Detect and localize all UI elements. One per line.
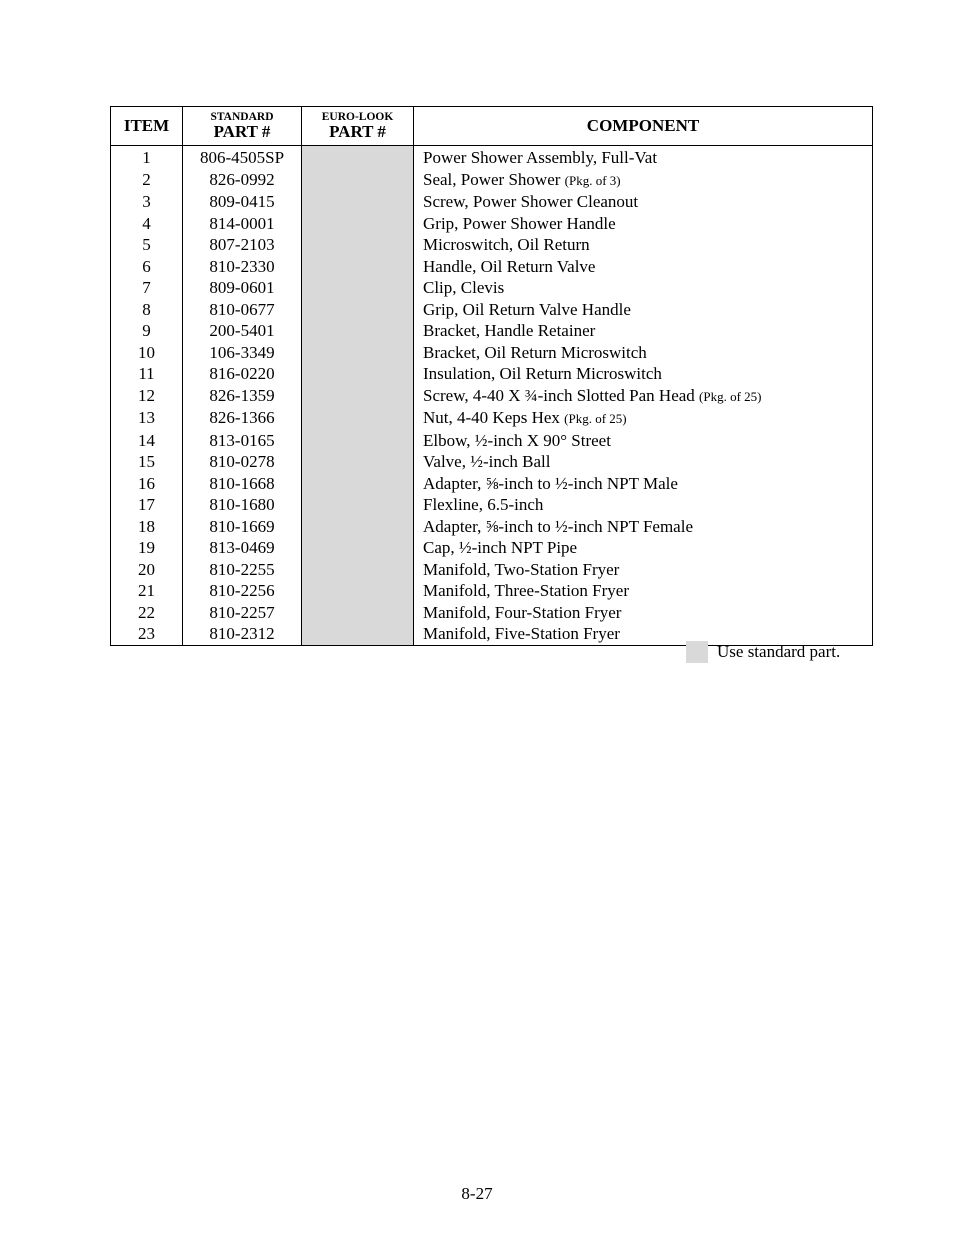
table-row (111, 169, 873, 192)
euro-look-part-cell (302, 451, 414, 473)
header-euro-look-label: EURO-LOOK (321, 111, 394, 123)
euro-look-part-cell (302, 191, 414, 213)
component-name: Manifold, Four-Station Fryer (423, 602, 622, 622)
table-row (111, 451, 873, 473)
euro-look-part-cell (302, 516, 414, 538)
item-number-cell: 3 (111, 191, 183, 213)
component-cell (414, 580, 873, 602)
euro-look-part-cell (302, 559, 414, 581)
standard-part-cell: 810-1680 (183, 494, 302, 516)
component-cell (414, 602, 873, 624)
header-euro-look-part (302, 107, 414, 146)
item-number-cell: 15 (111, 451, 183, 473)
component-name: Manifold, Three-Station Fryer (423, 581, 630, 600)
euro-look-part-cell (302, 363, 414, 385)
table-row (111, 342, 873, 364)
table-row (111, 407, 873, 430)
standard-part-cell: 826-1366 (183, 407, 302, 430)
component-cell (414, 494, 873, 516)
component-cell (414, 256, 873, 278)
item-number-cell: 13 (111, 407, 183, 430)
component-name: Adapter, ⅝-inch to ½-inch NPT Male (423, 473, 678, 493)
item-number-cell: 22 (111, 602, 183, 624)
standard-part-cell: 810-2256 (183, 580, 302, 602)
table-row (111, 299, 873, 321)
component-name: Nut, 4-40 Keps Hex (423, 408, 560, 427)
component-name: Valve, ½-inch Ball (423, 452, 551, 471)
euro-look-part-cell (302, 473, 414, 495)
euro-look-part-cell (302, 407, 414, 430)
table-row (111, 385, 873, 408)
component-name: Handle, Oil Return Valve (423, 256, 596, 276)
euro-look-part-cell (302, 537, 414, 559)
table-row (111, 580, 873, 602)
item-number-cell: 20 (111, 559, 183, 581)
euro-look-part-cell (302, 169, 414, 192)
euro-look-part-cell (302, 299, 414, 321)
item-number-cell: 21 (111, 580, 183, 602)
item-number-cell: 9 (111, 320, 183, 342)
component-cell (414, 342, 873, 364)
package-quantity: (Pkg. of 25) (564, 411, 627, 426)
item-number-cell: 14 (111, 430, 183, 452)
table-row (111, 363, 873, 385)
euro-look-part-cell (302, 256, 414, 278)
page-number: 8-27 (461, 1184, 493, 1203)
component-name: Manifold, Five-Station Fryer (423, 624, 620, 643)
component-name: Screw, 4-40 X ¾-inch Slotted Pan Head (423, 385, 695, 405)
item-number-cell: 10 (111, 342, 183, 364)
standard-part-cell: 810-2312 (183, 623, 302, 645)
standard-part-cell: 806-4505SP (183, 146, 302, 169)
item-number-cell: 5 (111, 234, 183, 256)
item-number-cell: 16 (111, 473, 183, 495)
component-name: Elbow, ½-inch X 90° Street (423, 430, 611, 450)
standard-part-cell: 809-0415 (183, 191, 302, 213)
component-cell (414, 213, 873, 235)
euro-look-part-cell (302, 277, 414, 299)
standard-part-cell: 826-1359 (183, 385, 302, 408)
component-cell (414, 516, 873, 538)
table-row (111, 559, 873, 581)
header-item: ITEM (111, 107, 183, 146)
table-row (111, 537, 873, 559)
euro-look-part-cell (302, 320, 414, 342)
table-header-row (111, 107, 873, 146)
table-row (111, 191, 873, 213)
component-name: Power Shower Assembly, Full-Vat (423, 148, 658, 167)
euro-look-part-cell (302, 602, 414, 624)
component-cell (414, 146, 873, 169)
component-cell (414, 451, 873, 473)
standard-part-cell: 810-2255 (183, 559, 302, 581)
item-number-cell: 7 (111, 277, 183, 299)
legend-text: Use standard part. (717, 642, 841, 661)
parts-table (110, 106, 873, 646)
euro-look-part-cell (302, 494, 414, 516)
legend-swatch (686, 641, 708, 663)
component-name: Bracket, Oil Return Microswitch (423, 342, 647, 362)
component-name: Microswitch, Oil Return (423, 235, 590, 254)
euro-look-part-cell (302, 623, 414, 645)
component-cell (414, 299, 873, 321)
standard-part-cell: 810-2330 (183, 256, 302, 278)
component-cell (414, 430, 873, 452)
header-standard-part-label: PART # (213, 122, 271, 141)
component-name: Screw, Power Shower Cleanout (423, 192, 639, 211)
item-number-cell: 2 (111, 169, 183, 192)
table-row (111, 213, 873, 235)
header-euro-part-label: PART # (329, 122, 386, 141)
standard-part-cell: 826-0992 (183, 169, 302, 192)
component-name: Manifold, Two-Station Fryer (423, 559, 620, 579)
euro-look-part-cell (302, 213, 414, 235)
table-row (111, 602, 873, 624)
component-name: Bracket, Handle Retainer (423, 321, 596, 340)
item-number-cell: 12 (111, 385, 183, 408)
component-cell (414, 191, 873, 213)
package-quantity: (Pkg. of 3) (564, 172, 621, 188)
standard-part-cell: 816-0220 (183, 363, 302, 385)
standard-part-cell: 810-0278 (183, 451, 302, 473)
component-name: Clip, Clevis (423, 278, 505, 297)
item-number-cell: 17 (111, 494, 183, 516)
table-row (111, 256, 873, 278)
item-number-cell: 1 (111, 146, 183, 169)
item-number-cell: 18 (111, 516, 183, 538)
standard-part-cell: 810-2257 (183, 602, 302, 624)
item-number-cell: 6 (111, 256, 183, 278)
standard-part-cell: 813-0469 (183, 537, 302, 559)
component-name: Insulation, Oil Return Microswitch (423, 364, 662, 383)
component-name: Grip, Oil Return Valve Handle (423, 299, 631, 319)
standard-part-cell: 200-5401 (183, 320, 302, 342)
standard-part-cell: 810-1668 (183, 473, 302, 495)
component-name: Seal, Power Shower (423, 169, 561, 189)
euro-look-part-cell (302, 146, 414, 169)
standard-part-cell: 106-3349 (183, 342, 302, 364)
component-cell (414, 407, 873, 430)
component-cell (414, 277, 873, 299)
component-cell (414, 559, 873, 581)
component-cell (414, 169, 873, 192)
component-cell (414, 537, 873, 559)
component-cell (414, 473, 873, 495)
table-row (111, 277, 873, 299)
item-number-cell: 4 (111, 213, 183, 235)
component-cell (414, 234, 873, 256)
header-standard-label: STANDARD (210, 111, 274, 123)
item-number-cell: 11 (111, 363, 183, 385)
table-row (111, 146, 873, 169)
table-row (111, 234, 873, 256)
euro-look-part-cell (302, 385, 414, 408)
item-number-cell: 8 (111, 299, 183, 321)
euro-look-part-cell (302, 234, 414, 256)
header-standard-part (183, 107, 302, 146)
table-row (111, 430, 873, 452)
header-component: COMPONENT (414, 107, 873, 146)
item-number-cell: 23 (111, 623, 183, 645)
table-row (111, 516, 873, 538)
standard-part-cell: 813-0165 (183, 430, 302, 452)
package-quantity: (Pkg. of 25) (699, 388, 762, 404)
table-row (111, 320, 873, 342)
standard-part-cell: 814-0001 (183, 213, 302, 235)
standard-part-cell: 809-0601 (183, 277, 302, 299)
component-name: Flexline, 6.5-inch (423, 495, 544, 514)
component-cell (414, 363, 873, 385)
euro-look-part-cell (302, 580, 414, 602)
table-row (111, 494, 873, 516)
component-name: Adapter, ⅝-inch to ½-inch NPT Female (423, 516, 693, 536)
euro-look-part-cell (302, 430, 414, 452)
standard-part-cell: 810-0677 (183, 299, 302, 321)
component-cell (414, 320, 873, 342)
standard-part-cell: 810-1669 (183, 516, 302, 538)
component-name: Grip, Power Shower Handle (423, 213, 616, 233)
table-row (111, 473, 873, 495)
standard-part-cell: 807-2103 (183, 234, 302, 256)
euro-look-part-cell (302, 342, 414, 364)
component-cell (414, 385, 873, 408)
item-number-cell: 19 (111, 537, 183, 559)
parts-table-body (111, 146, 873, 646)
component-name: Cap, ½-inch NPT Pipe (423, 538, 578, 557)
